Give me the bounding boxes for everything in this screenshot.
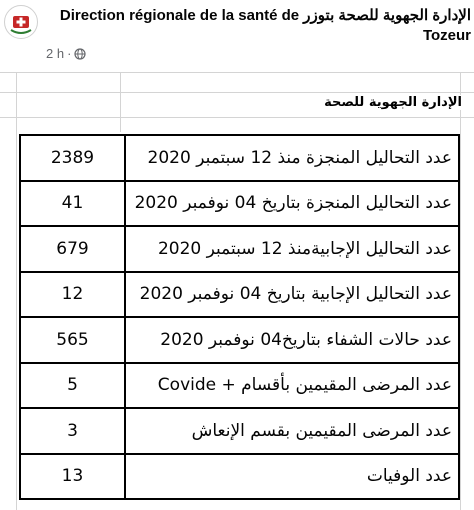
meta-separator: ·: [67, 46, 72, 61]
sheet-title: الإدارة الجهوية للصحة: [324, 95, 462, 110]
table-row: [20, 408, 459, 454]
page-avatar[interactable]: [4, 5, 38, 39]
table-row: [20, 363, 459, 409]
stat-label: عدد التحاليل الإجابية بتاريخ 04 نوفمبر 2020: [125, 272, 459, 318]
stat-label: عدد حالات الشفاء بتاريخ04 نوفمبر 2020: [125, 317, 459, 363]
post-header: [0, 0, 474, 72]
table-row: [20, 226, 459, 272]
post-timestamp[interactable]: 2 h: [46, 46, 65, 61]
stat-value: 679: [20, 226, 125, 272]
health-logo-icon: [5, 6, 37, 38]
table-row: [20, 454, 459, 500]
table-row: [20, 317, 459, 363]
spreadsheet-image: [0, 72, 474, 510]
post-meta: [46, 46, 86, 61]
stat-label: عدد التحاليل الإجابيةمنذ 12 سبتمبر 2020: [125, 226, 459, 272]
stat-label: عدد المرضى المقيمين بأقسام + Covide: [125, 363, 459, 409]
stat-label: عدد التحاليل المنجزة بتاريخ 04 نوفمبر 2020: [125, 181, 459, 227]
stat-value: 13: [20, 454, 125, 500]
stat-value: 3: [20, 408, 125, 454]
stat-value: 565: [20, 317, 125, 363]
stat-value: 5: [20, 363, 125, 409]
table-row: [20, 181, 459, 227]
globe-icon[interactable]: [74, 48, 86, 60]
table-row: [20, 135, 459, 181]
stat-label: عدد التحاليل المنجزة منذ 12 سبتمبر 2020: [125, 135, 459, 181]
stat-label: عدد الوفيات: [125, 454, 459, 500]
stat-value: 12: [20, 272, 125, 318]
stats-table: [19, 134, 460, 500]
stat-label: عدد المرضى المقيمين بقسم الإنعاش: [125, 408, 459, 454]
table-row: [20, 272, 459, 318]
stat-value: 41: [20, 181, 125, 227]
page-name-link[interactable]: الإدارة الجهوية للصحة بتوزر Direction régionale de la santé de Tozeur: [59, 7, 471, 44]
stat-value: 2389: [20, 135, 125, 181]
